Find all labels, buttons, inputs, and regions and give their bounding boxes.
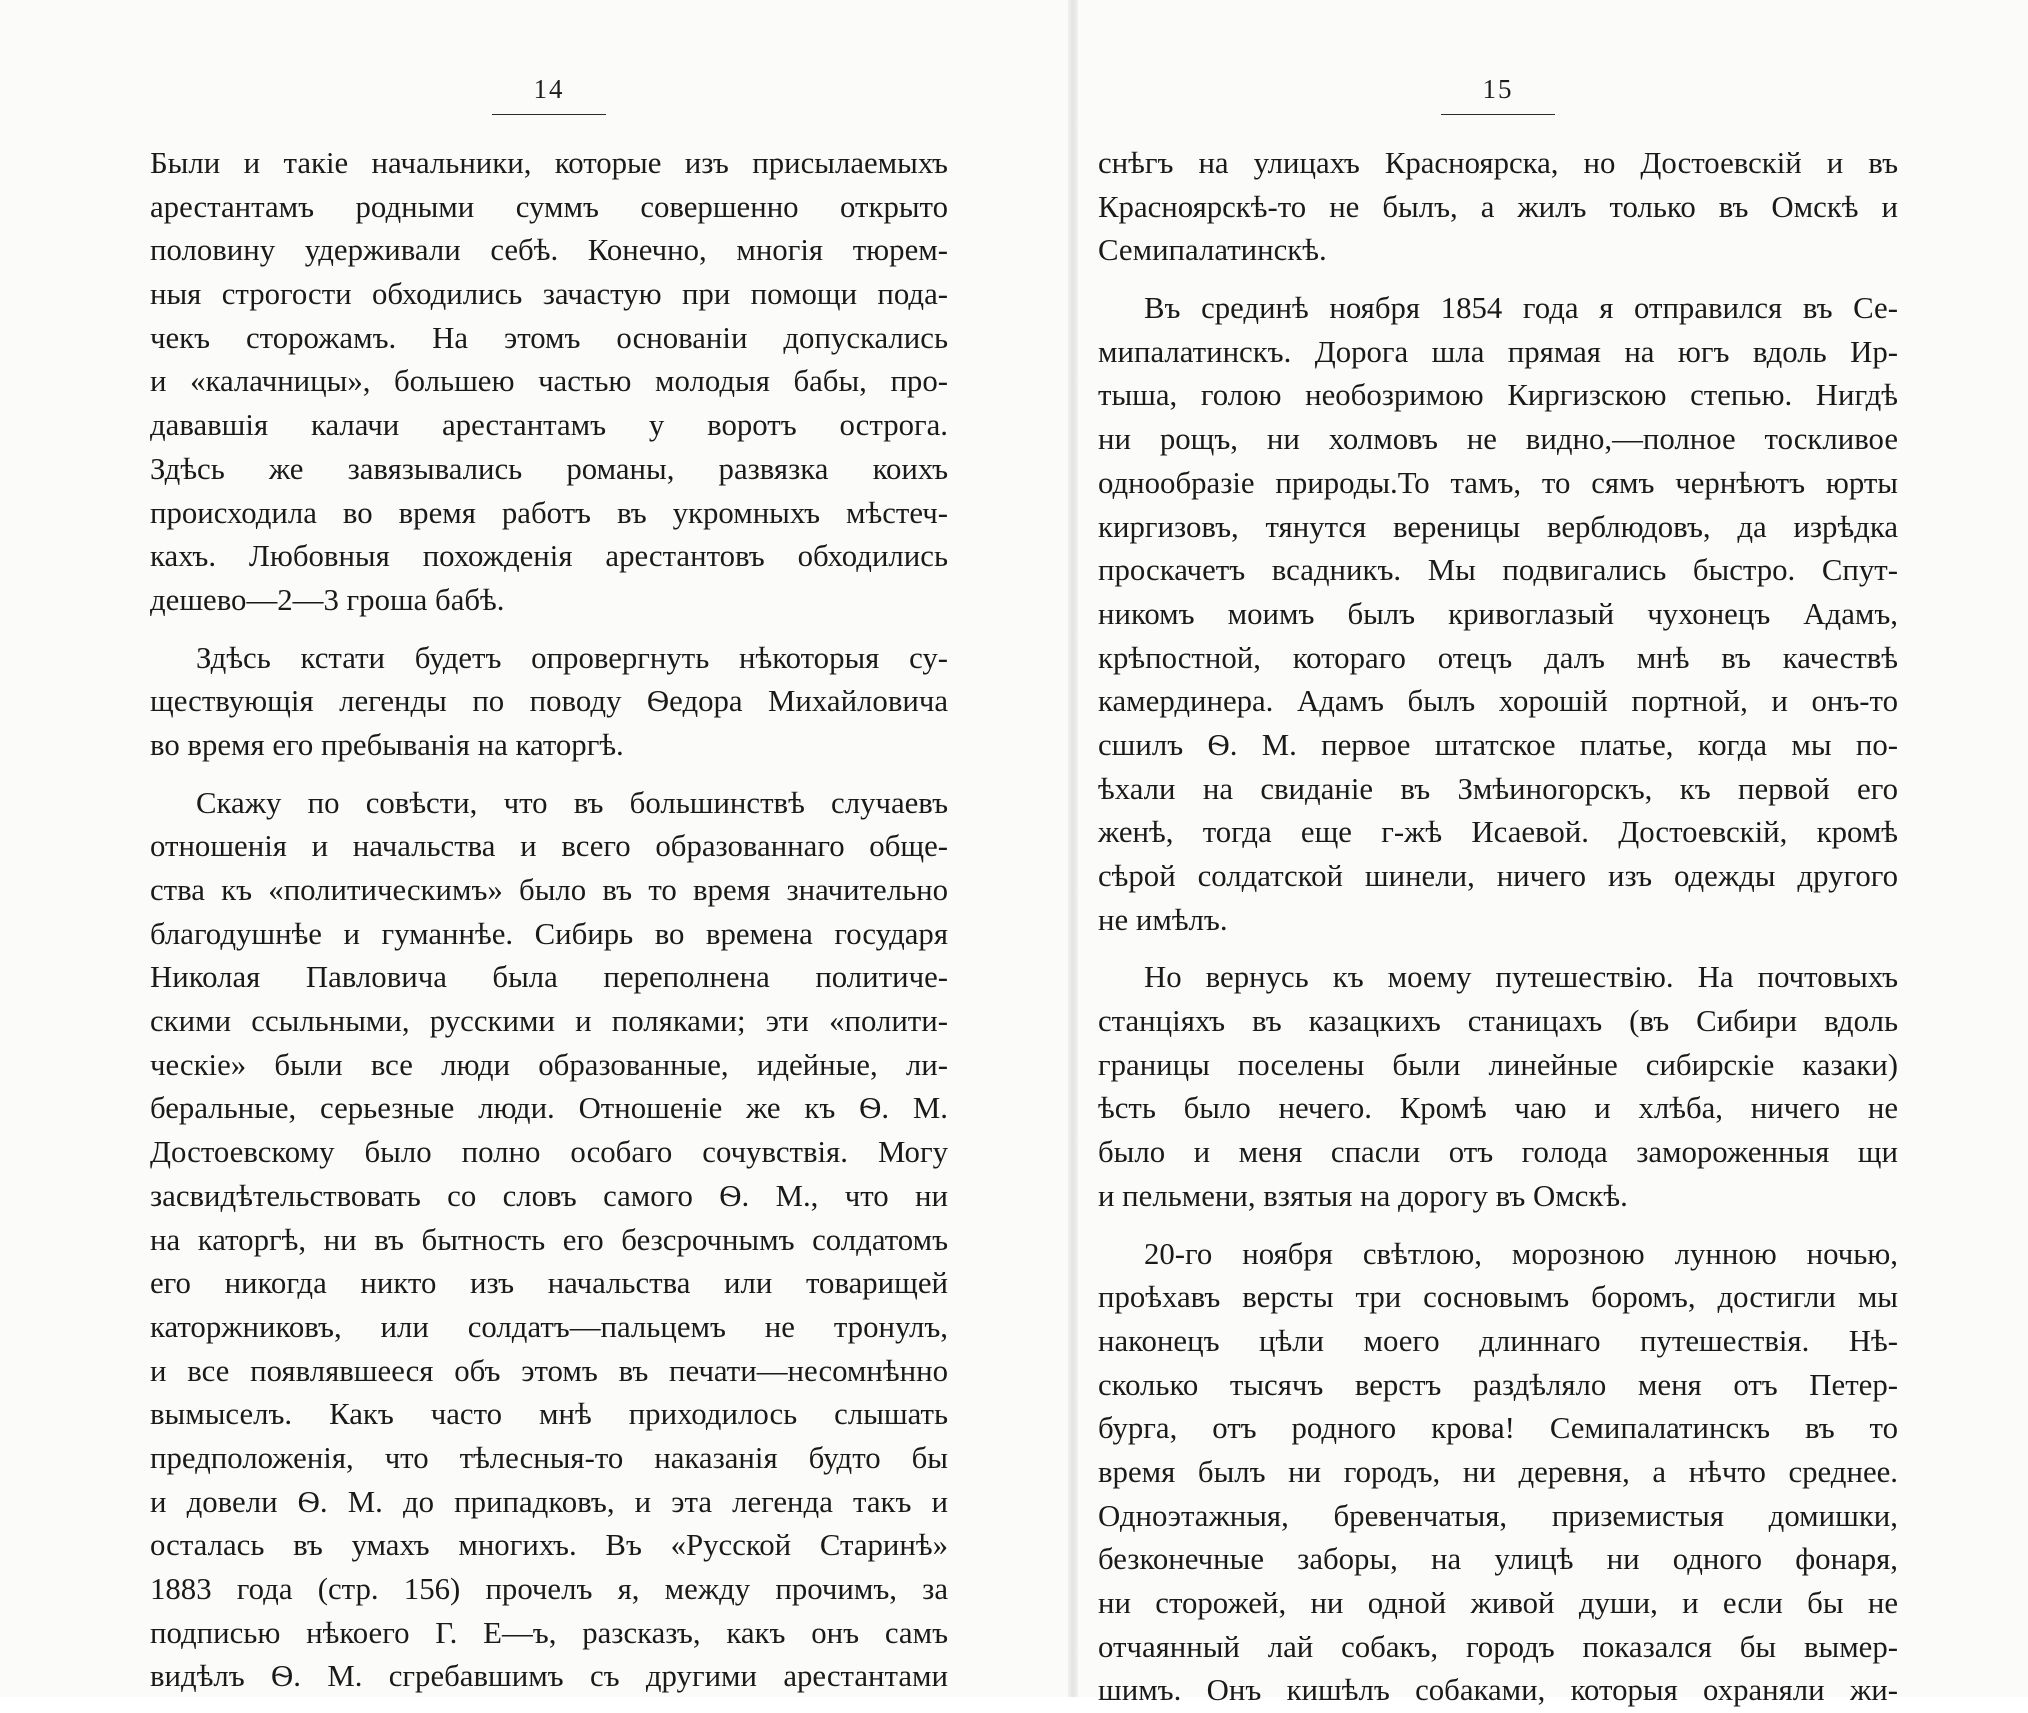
text-line: кахъ. Любовныя похожденія арестантовъ обходились [150,539,948,574]
page-number: 14 [533,74,565,104]
text-line: подписью нѣкоего Г. Е—ъ, разсказъ, какъ онъ самъ [150,1615,948,1650]
text-line: сшилъ Ѳ. М. первое штатское платье, когда мы по- [1098,727,1898,762]
text-line: женѣ, тогда еще г-жѣ Исаевой. Достоевскій, кромѣ [1098,815,1898,850]
text-line: и пельмени, взятыя на дорогу въ Омскѣ. [1098,1178,1628,1213]
text-line: станціяхъ въ казацкихъ станицахъ (въ Сибири вдоль [1098,1004,1898,1039]
text-line: ществующія легенды по поводу Ѳедора Михайловича [150,684,948,719]
text-line: ѣсть было нечего. Кромѣ чаю и хлѣба, ничего не [1098,1091,1898,1126]
text-line: тыша, голою необозримою Киргизскою степью. Нигдѣ [1098,378,1898,413]
text-line: скими ссыльными, русскими и поляками; эти «полити- [150,1004,948,1039]
text-line: никомъ моимъ былъ кривоглазый чухонецъ Адамъ, [1098,596,1898,631]
text-line: ни сторожей, ни одной живой души, и если бы не [1098,1586,1898,1620]
text-line: 1883 года (стр. 156) прочелъ я, между прочимъ, за [150,1572,948,1606]
text-line: засвидѣтельствовать со словъ самого Ѳ. М., что ни [150,1178,948,1213]
text-line: было и меня спасли отъ голода замороженныя щи [1098,1135,1898,1170]
text-line: Въ срединѣ ноября 1854 года я отправился въ Се- [1144,291,1898,326]
text-line: Здѣсь кстати будетъ опровергнуть нѣкоторыя су- [196,640,948,675]
text-line: Были и такіе начальники, которые изъ присылаемыхъ [150,146,948,180]
left-page [150,0,948,1697]
text-line: Скажу по совѣсти, что въ большинствѣ случаевъ [196,785,948,820]
text-line: безконечные заборы, на улицѣ ни одного фонаря, [1098,1542,1898,1577]
text-line: однообразіе природы.То тамъ, то сямъ чернѣютъ юрты [1098,465,1898,500]
text-line: снѣгъ на улицахъ Красноярска, но Достоевскій и въ [1098,146,1898,180]
text-line: границы поселены были линейные сибирскіе казаки) [1098,1047,1898,1082]
text-line: во время его пребыванія на каторгѣ. [150,727,624,762]
text-line: 20-го ноября свѣтлою, морозною лунною ночью, [1144,1236,1898,1271]
text-line: шимъ. Онъ кишѣлъ собаками, которыя охраняли жи- [1098,1673,1898,1708]
text-line: ства къ «политическимъ» было въ то время значительно [150,873,948,907]
text-line: Николая Павловича была переполнена политиче- [150,960,948,995]
text-line: арестантамъ родными суммъ совершенно открыто [150,189,948,224]
text-line: беральные, серьезные люди. Отношеніе же къ Ѳ. М. [150,1091,948,1126]
text-line: дававшія калачи арестантамъ у воротъ острога. [150,408,948,443]
text-line: видѣлъ Ѳ. М. сгребавшимъ съ другими арестантами [150,1659,948,1694]
text-line: Красноярскѣ-то не былъ, а жилъ только въ Омскѣ и [1098,189,1898,224]
book-gutter [1068,0,1078,1697]
text-line: происходила во время работъ въ укромныхъ мѣстеч- [150,495,948,530]
text-line: наконецъ цѣли моего длиннаго путешествія. Нѣ- [1098,1323,1898,1358]
page-number-rule [492,114,606,115]
text-line: сколько тысячъ верстъ раздѣляло меня отъ Петер- [1098,1367,1898,1402]
text-line: и довели Ѳ. М. до припадковъ, и эта легенда такъ и [150,1484,948,1519]
text-line: киргизовъ, тянутся вереницы верблюдовъ, да изрѣдка [1098,509,1898,544]
text-line: половину удерживали себѣ. Конечно, многія тюрем- [150,233,948,268]
text-line: на каторгѣ, ни въ бытность его безсрочнымъ солдатомъ [150,1222,948,1257]
text-line: благодушнѣе и гуманнѣе. Сибирь во времена государя [150,916,948,951]
text-line: проскачетъ всадникъ. Мы подвигались быстро. Спут- [1098,553,1898,588]
text-line: бурга, отъ родного крова! Семипалатинскъ въ то [1098,1411,1898,1446]
text-line: и все появлявшееся объ этомъ въ печати—несомнѣнно [150,1353,948,1388]
text-line: проѣхавъ версты три сосновымъ боромъ, достигли мы [1098,1280,1898,1315]
text-line: его никогда никто изъ начальства или товарищей [150,1266,948,1301]
text-line: время былъ ни городъ, ни деревня, а нѣчто среднее. [1098,1454,1898,1489]
text-line: ческіе» были все люди образованные, идейные, ли- [150,1047,948,1082]
text-line: отношенія и начальства и всего образованнаго обще- [150,829,948,864]
text-line: не имѣлъ. [1098,902,1228,937]
text-line: отчаянный лай собакъ, городъ показался бы вымер- [1098,1629,1898,1664]
text-line: сѣрой солдатской шинели, ничего изъ одежды другого [1098,859,1898,893]
text-line: камердинера. Адамъ былъ хорошій портной, и онъ-то [1098,684,1898,719]
text-line: мипалатинскъ. Дорога шла прямая на югъ вдоль Ир- [1098,334,1898,369]
text-line: и «калачницы», большею частью молодыя бабы, про- [150,364,948,399]
text-line: осталась въ умахъ многихъ. Въ «Русской Старинѣ» [150,1528,948,1563]
text-line: Семипалатинскѣ. [1098,233,1327,268]
right-page [1098,0,1898,1708]
text-line: каторжниковъ, или солдатъ—пальцемъ не тронулъ, [150,1309,948,1344]
page-number-rule [1441,114,1555,115]
text-line: Здѣсь же завязывались романы, развязка коихъ [150,451,948,486]
text-line: предположенія, что тѣлесныя-то наказанія будто бы [150,1440,948,1475]
page-text [1098,142,1898,1713]
text-line: дешево—2—3 гроша бабѣ. [150,582,505,617]
text-line: ѣхали на свиданіе въ Змѣиногорскъ, къ первой его [1098,771,1898,806]
text-line: чекъ сторожамъ. На этомъ основаніи допускались [150,320,948,355]
text-line: крѣпостной, котораго отецъ далъ мнѣ въ качествѣ [1098,640,1898,675]
text-line: ни рощъ, ни холмовъ не видно,—полное тоскливое [1098,422,1898,457]
text-line: ныя строгости обходились зачастую при помощи пода- [150,277,948,312]
page-number: 15 [1482,74,1514,104]
text-line: Но вернусь къ моему путешествію. На почтовыхъ [1144,960,1898,995]
text-line: Достоевскому было полно особаго сочувствія. Могу [150,1135,948,1170]
text-line: вымыселъ. Какъ часто мнѣ приходилось слышать [150,1397,948,1432]
text-line: Одноэтажныя, бревенчатыя, приземистыя домишки, [1098,1498,1898,1533]
page-text [150,142,948,1699]
